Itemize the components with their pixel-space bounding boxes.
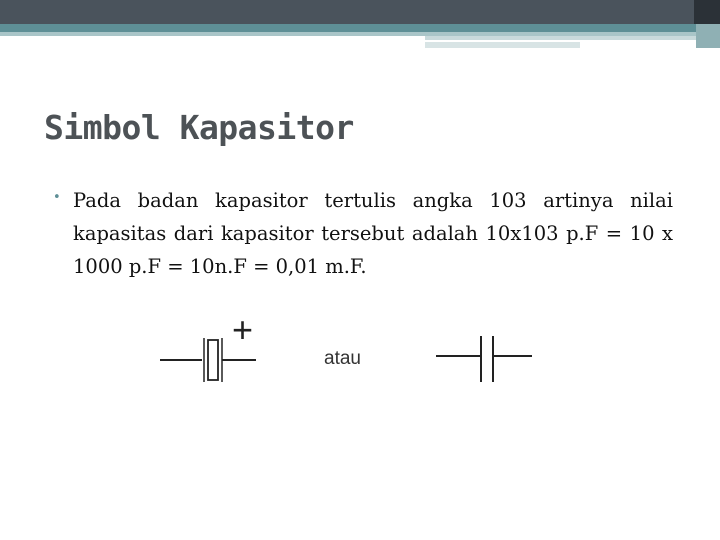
nonpolarized-capacitor-symbol xyxy=(436,336,532,382)
accent-rule-1 xyxy=(0,24,720,32)
bullet-list xyxy=(53,184,673,283)
accent-rule-5 xyxy=(696,24,720,48)
accent-rule-4 xyxy=(425,42,580,48)
plus-mark: + xyxy=(232,310,254,350)
capacitor-symbols-figure xyxy=(150,310,550,390)
accent-rule-3 xyxy=(425,36,720,40)
header-tab xyxy=(694,0,720,24)
separator-label: atau xyxy=(324,348,361,369)
bullet-marker: • xyxy=(53,190,61,205)
slide-title: Simbol Kapasitor xyxy=(44,108,354,147)
bullet-item: Pada badan kapasitor tertulis angka 103 artinya nilai kapasitas dari kapasitor tersebut adalah 10x103 p.F = 10 x 1000 p.F = 10n.F = 0,01 m.F. xyxy=(73,189,673,278)
header-bar xyxy=(0,0,720,24)
